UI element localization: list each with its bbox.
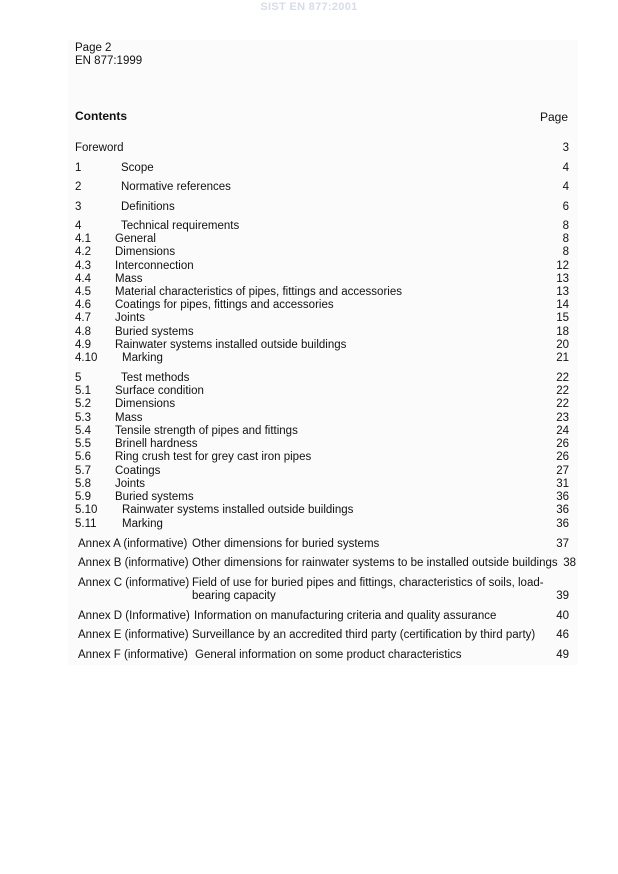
toc-subclause <box>75 504 569 517</box>
toc-page: 8 <box>562 233 569 245</box>
toc-clause <box>75 372 569 385</box>
toc-title: Material characteristics of pipes, fittings and accessories <box>115 286 402 298</box>
toc-clause <box>75 201 569 214</box>
toc-page: 26 <box>556 438 569 450</box>
toc-page: 24 <box>556 425 569 437</box>
toc-subclause <box>75 451 569 464</box>
toc-title: Scope <box>121 162 154 174</box>
toc-page: 18 <box>556 326 569 338</box>
toc-label: Foreword <box>75 142 124 154</box>
toc-title: Coatings <box>115 465 161 477</box>
toc-num: 4.1 <box>75 233 91 245</box>
toc-num: 5.2 <box>75 398 91 410</box>
annex-title: Surveillance by an accredited third party (certification by third party) <box>192 629 536 641</box>
toc-page: 40 <box>556 610 569 622</box>
annex-label: Annex C (informative) <box>78 577 190 589</box>
toc-subclause <box>75 491 569 504</box>
toc-title: Joints <box>115 478 146 490</box>
toc-page: 15 <box>556 312 569 324</box>
toc-page: 36 <box>556 504 569 516</box>
annex-title: Field of use for buried pipes and fittings, characteristics of soils, load-bearing capacity <box>192 577 544 602</box>
toc-page: 22 <box>556 372 569 384</box>
toc-num: 5.1 <box>75 385 91 397</box>
toc-title: Test methods <box>121 372 190 384</box>
toc-num: 5.4 <box>75 425 91 437</box>
toc-page: 12 <box>556 260 569 272</box>
page-number: Page 2 <box>75 42 112 54</box>
toc-num: 4.8 <box>75 326 91 338</box>
toc-page: 14 <box>556 299 569 311</box>
toc-page: 13 <box>556 286 569 298</box>
toc-subclause <box>75 438 569 451</box>
toc-num: 4 <box>75 220 82 232</box>
toc-num: 4.10 <box>75 352 98 364</box>
toc-num: 5.11 <box>75 518 97 530</box>
toc-page: 20 <box>556 339 569 351</box>
toc-title: Interconnection <box>115 260 194 272</box>
toc-page: 22 <box>556 398 569 410</box>
toc-page: 38 <box>563 557 576 569</box>
toc-title: Dimensions <box>115 246 176 258</box>
watermark: SIST EN 877:2001 <box>260 1 358 13</box>
toc-page: 37 <box>556 538 569 550</box>
toc-subclause <box>75 286 569 299</box>
toc-page: 36 <box>556 491 569 503</box>
toc-title: Definitions <box>121 201 175 213</box>
toc-clause <box>75 181 569 194</box>
annex-title: Other dimensions for rainwater systems to be installed outside buildings <box>192 557 558 569</box>
toc-subclause <box>75 299 569 312</box>
toc-page: 6 <box>562 201 569 213</box>
toc-subclause <box>75 425 569 438</box>
toc-subclause <box>75 233 569 246</box>
toc-title: Normative references <box>121 181 231 193</box>
toc-num: 5.6 <box>75 451 91 463</box>
toc-page: 8 <box>562 220 569 232</box>
toc-title: Mass <box>115 273 143 285</box>
toc-subclause <box>75 260 569 273</box>
toc-title: Surface condition <box>115 385 204 397</box>
toc-subclause <box>75 518 569 531</box>
toc-title: Technical requirements <box>121 220 240 232</box>
toc-title: Coatings for pipes, fittings and accessories <box>115 299 334 311</box>
toc-page: 4 <box>562 181 569 193</box>
toc-num: 5 <box>75 372 82 384</box>
toc-subclause <box>75 465 569 478</box>
toc-title: Marking <box>122 352 163 364</box>
toc-page: 13 <box>556 273 569 285</box>
annex-label: Annex E (informative) <box>78 629 189 641</box>
toc-page: 27 <box>556 465 569 477</box>
toc-page: 4 <box>562 162 569 174</box>
toc-num: 4.2 <box>75 246 91 258</box>
toc-subclause <box>75 385 569 398</box>
toc-num: 4.4 <box>75 273 91 285</box>
toc-page: 36 <box>556 518 569 530</box>
toc-subclause <box>75 339 569 352</box>
toc-subclause <box>75 412 569 425</box>
annex-label: Annex B (informative) <box>78 557 189 569</box>
toc-page: 8 <box>562 246 569 258</box>
toc-num: 5.9 <box>75 491 91 503</box>
toc-subclause <box>75 246 569 259</box>
toc-num: 5.7 <box>75 465 91 477</box>
annex-title: General information on some product characteristics <box>195 649 462 661</box>
annex-label: Annex F (informative) <box>78 649 188 661</box>
annex-title: Information on manufacturing criteria and quality assurance <box>194 610 497 622</box>
toc-page: 21 <box>556 352 569 364</box>
toc-page: 3 <box>562 142 569 154</box>
toc-subclause <box>75 352 569 365</box>
toc-num: 5.3 <box>75 412 91 424</box>
toc-num: 4.5 <box>75 286 91 298</box>
toc-num: 4.6 <box>75 299 91 311</box>
toc-subclause <box>75 312 569 325</box>
toc-num: 5.8 <box>75 478 91 490</box>
page-column-label: Page <box>540 110 569 124</box>
toc-num: 1 <box>75 162 82 174</box>
toc-title: Brinell hardness <box>115 438 198 450</box>
toc-title: Ring crush test for grey cast iron pipes <box>115 451 312 463</box>
toc-title: Tensile strength of pipes and fittings <box>115 425 298 437</box>
toc-page: 22 <box>556 385 569 397</box>
toc-num: 4.9 <box>75 339 91 351</box>
toc-foreword <box>75 142 569 155</box>
toc-page: 46 <box>556 629 569 641</box>
toc-page: 31 <box>556 478 569 490</box>
toc-title: Rainwater systems installed outside buildings <box>115 339 347 351</box>
toc-num: 5.5 <box>75 438 91 450</box>
toc-clause <box>75 162 569 175</box>
annex-label: Annex D (Informative) <box>78 610 190 622</box>
annex-title: Other dimensions for buried systems <box>192 538 380 550</box>
toc-title: Buried systems <box>115 326 194 338</box>
toc-title: Marking <box>122 518 163 530</box>
toc-page: 23 <box>556 412 569 424</box>
toc-title: Dimensions <box>115 398 176 410</box>
toc-clause <box>75 220 569 233</box>
toc-page: 49 <box>556 649 569 661</box>
toc-page: 39 <box>556 590 569 602</box>
standard-id: EN 877:1999 <box>75 55 143 67</box>
toc-num: 4.3 <box>75 260 91 272</box>
toc-title: Mass <box>115 412 143 424</box>
toc-num: 3 <box>75 201 82 213</box>
toc-num: 4.7 <box>75 312 91 324</box>
toc-title: Buried systems <box>115 491 194 503</box>
toc-title: Rainwater systems installed outside buildings <box>122 504 354 516</box>
toc-num: 2 <box>75 181 82 193</box>
toc-title: General <box>115 233 156 245</box>
toc-page: 26 <box>556 451 569 463</box>
toc-subclause <box>75 273 569 286</box>
toc-title: Joints <box>115 312 146 324</box>
toc-subclause <box>75 478 569 491</box>
contents-title: Contents <box>75 109 127 123</box>
annex-label: Annex A (informative) <box>78 538 188 550</box>
toc-subclause <box>75 326 569 339</box>
toc-num: 5.10 <box>75 504 98 516</box>
toc-subclause <box>75 398 569 411</box>
